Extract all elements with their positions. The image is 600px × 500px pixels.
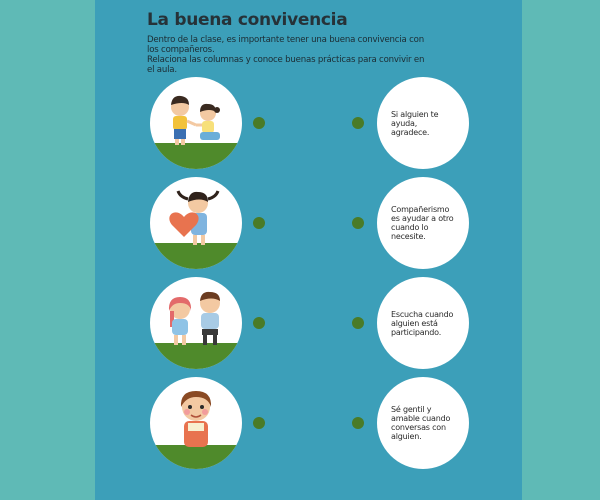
instructions-line: Relaciona las columnas y conoce buenas prácticas para convivir en <box>147 55 425 65</box>
practice-card <box>377 277 469 369</box>
match-dot-left[interactable] <box>253 417 265 429</box>
match-row <box>95 277 522 369</box>
match-row <box>95 77 522 169</box>
practice-text: Compañerismo es ayudar a otro cuando lo necesite. <box>391 205 454 241</box>
instructions-line: Dentro de la clase, es importante tener una buena convivencia con <box>147 35 424 45</box>
match-dot-left[interactable] <box>253 117 265 129</box>
match-dot-left[interactable] <box>253 317 265 329</box>
practice-card <box>377 77 469 169</box>
worksheet <box>95 0 522 500</box>
illustration-smiling-girl <box>150 377 242 469</box>
practice-text: Si alguien te ayuda, agradece. <box>391 109 439 137</box>
match-dot-right[interactable] <box>352 117 364 129</box>
practice-card <box>377 377 469 469</box>
match-row <box>95 177 522 269</box>
illustration-girl-holding-heart <box>150 177 242 269</box>
illustration-two-kids-shaking-hands <box>150 77 242 169</box>
illustration-two-kids-sitting <box>150 277 242 369</box>
instructions-line: los compañeros. <box>147 45 215 55</box>
match-dot-right[interactable] <box>352 417 364 429</box>
practice-text: Sé gentil y amable cuando conversas con alguien. <box>391 405 451 441</box>
practice-card <box>377 177 469 269</box>
worksheet-title: La buena convivencia <box>147 10 348 30</box>
match-dot-left[interactable] <box>253 217 265 229</box>
instructions-line: el aula. <box>147 65 177 75</box>
practice-text: Escucha cuando alguien está participando. <box>391 309 454 337</box>
match-dot-right[interactable] <box>352 217 364 229</box>
match-dot-right[interactable] <box>352 317 364 329</box>
match-row <box>95 377 522 469</box>
worksheet-instructions <box>147 35 477 75</box>
